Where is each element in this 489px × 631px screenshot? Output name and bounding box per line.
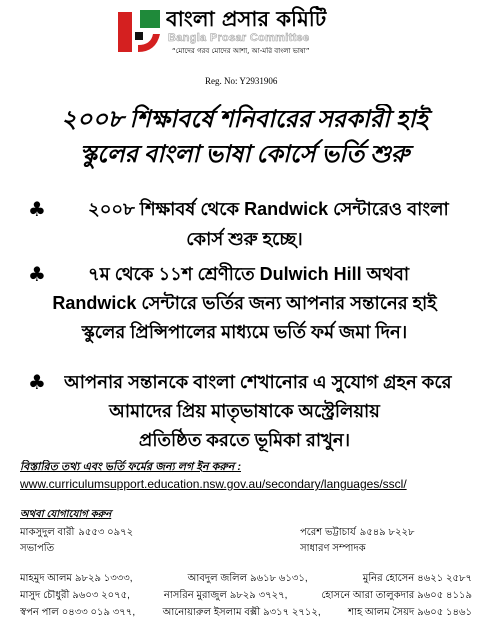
bullet-3-line-1: আপনার সন্তানকে বাংলা শেখানোর এ সুযোগ গ্রহন করে: [64, 372, 452, 392]
member-name: মুনির হোসেন: [362, 573, 415, 584]
member-entry: [163, 606, 321, 620]
member-entry: [188, 572, 308, 586]
member-separator: ,: [129, 573, 133, 584]
president-contact: [20, 526, 240, 539]
member-phone: ৯৬০৩ ২০৭৫: [72, 590, 128, 601]
member-phone: ৯৬১৮ ৬১৩১: [250, 573, 305, 584]
logo-subtitle: Bangla Prosar Committee: [168, 32, 310, 44]
president-phone: ৯৫৫৩ ০৯৭২: [78, 527, 134, 538]
club-icon: ♣: [28, 262, 46, 286]
secretary-name: পরেশ ভট্টাচার্য: [300, 527, 356, 538]
member-separator: ,: [304, 573, 308, 584]
member-phone: ৪৬২১ ২৫৮৭: [417, 573, 472, 584]
logo-emblem: [116, 8, 162, 56]
member-phone: ০৪৩৩ ০১৯ ৩৭৭: [61, 607, 133, 618]
member-row-2: [20, 589, 472, 603]
member-name: হোসনে আরা তালুকদার: [321, 590, 415, 601]
emblem-black-square: [135, 32, 143, 40]
member-entry: [348, 606, 472, 620]
emblem-red-bar: [118, 12, 132, 52]
bullet-3-line-2: আমাদের প্রিয় মাতৃভাষাকে অস্ট্রেলিয়ায়: [109, 401, 380, 421]
bullet-2-line-3: স্কুলের প্রিন্সিপালের মাধ্যমে ভর্তি ফর্ম জমা দিন।: [81, 322, 408, 342]
secretary-phone: ৯৫৪৯ ৮২২৮: [359, 527, 415, 538]
member-entry: [363, 572, 472, 586]
member-name: নাসরিন মুরাজুল: [163, 590, 227, 601]
member-entry: [20, 572, 133, 586]
bullet-2-line-1: ৭ম থেকে ১১শ শ্রেণীতে Dulwich Hill অথবা: [88, 264, 410, 284]
member-name: আবদুল জলিল: [187, 573, 248, 584]
member-row-1: [20, 572, 472, 586]
president-name: মাকসুদুল বারী: [20, 527, 75, 538]
club-icon: ♣: [28, 197, 46, 221]
bullet-1-line-2: কোর্স শুরু হচ্ছে।: [186, 229, 303, 249]
member-name: শাহ আলম সৈয়দ: [348, 607, 415, 618]
curriculum-url-link[interactable]: www.curriculumsupport.education.nsw.gov.au/secondary/languages/sscl/: [20, 477, 407, 491]
headline-line-2: স্কুলের বাংলা ভাষা কোর্সে ভর্তি শুরু: [79, 142, 410, 168]
registration-number: Reg. No: Y2931906: [205, 76, 278, 86]
member-name: স্বপন পাল: [20, 607, 59, 618]
member-name: মাহমুদ আলম: [20, 573, 72, 584]
headline-line-1: ২০০৮ শিক্ষাবর্ষে শনিবারের সরকারী হাই: [61, 107, 428, 133]
member-phone: ৯৬০৫ ১৪৬১: [417, 607, 472, 618]
member-phone: ৯৬০৫ ৪১১৯: [417, 590, 472, 601]
member-row-3: [20, 606, 472, 620]
emblem-green-block: [140, 10, 160, 28]
bullet-2-line-2: Randwick সেন্টারে ভর্তির জন্য আপনার সন্তানের হাই: [52, 293, 437, 313]
member-name: আনোয়ারুল ইসলাম বক্সী: [162, 607, 261, 618]
member-entry: [20, 606, 135, 620]
bullet-3-line-3: প্রতিষ্ঠিত করতে ভূমিকা রাখুন।: [138, 430, 351, 450]
secretary-contact: [300, 526, 480, 539]
member-entry: [20, 589, 130, 603]
member-entry: [321, 589, 472, 603]
bullet-1-line-1: ২০০৮ শিক্ষাবর্ষ থেকে Randwick সেন্টারেও বাংলা: [88, 199, 449, 219]
logo-title: বাংলা প্রসার কমিটি: [166, 7, 327, 31]
member-separator: ,: [132, 607, 136, 618]
member-phone: ৯৮২৯ ১৩৩৩: [74, 573, 130, 584]
member-name: মাসুদ চৌধুরী: [20, 590, 70, 601]
member-phone: ৯৮২৯ ৩৭২৭: [229, 590, 285, 601]
logo-tagline: “মোদের গরব মোদের আশা, আ-মরি বাংলা ভাষা”: [172, 47, 310, 55]
member-separator: ,: [317, 607, 321, 618]
contact-label: অথবা যোগাযোগ করুন: [20, 509, 112, 520]
member-phone: ৯৩১৭ ২৭১২: [263, 607, 318, 618]
president-role: সভাপতি: [20, 543, 55, 554]
details-label: বিস্তারিত তথ্য এবং ভর্তি ফর্মের জন্য লগ ইন করুন :: [20, 461, 241, 473]
member-entry: [164, 589, 287, 603]
club-icon: ♣: [28, 370, 46, 394]
member-separator: ,: [284, 590, 288, 601]
secretary-role: সাধারণ সম্পাদক: [300, 543, 366, 554]
member-separator: ,: [127, 590, 130, 601]
